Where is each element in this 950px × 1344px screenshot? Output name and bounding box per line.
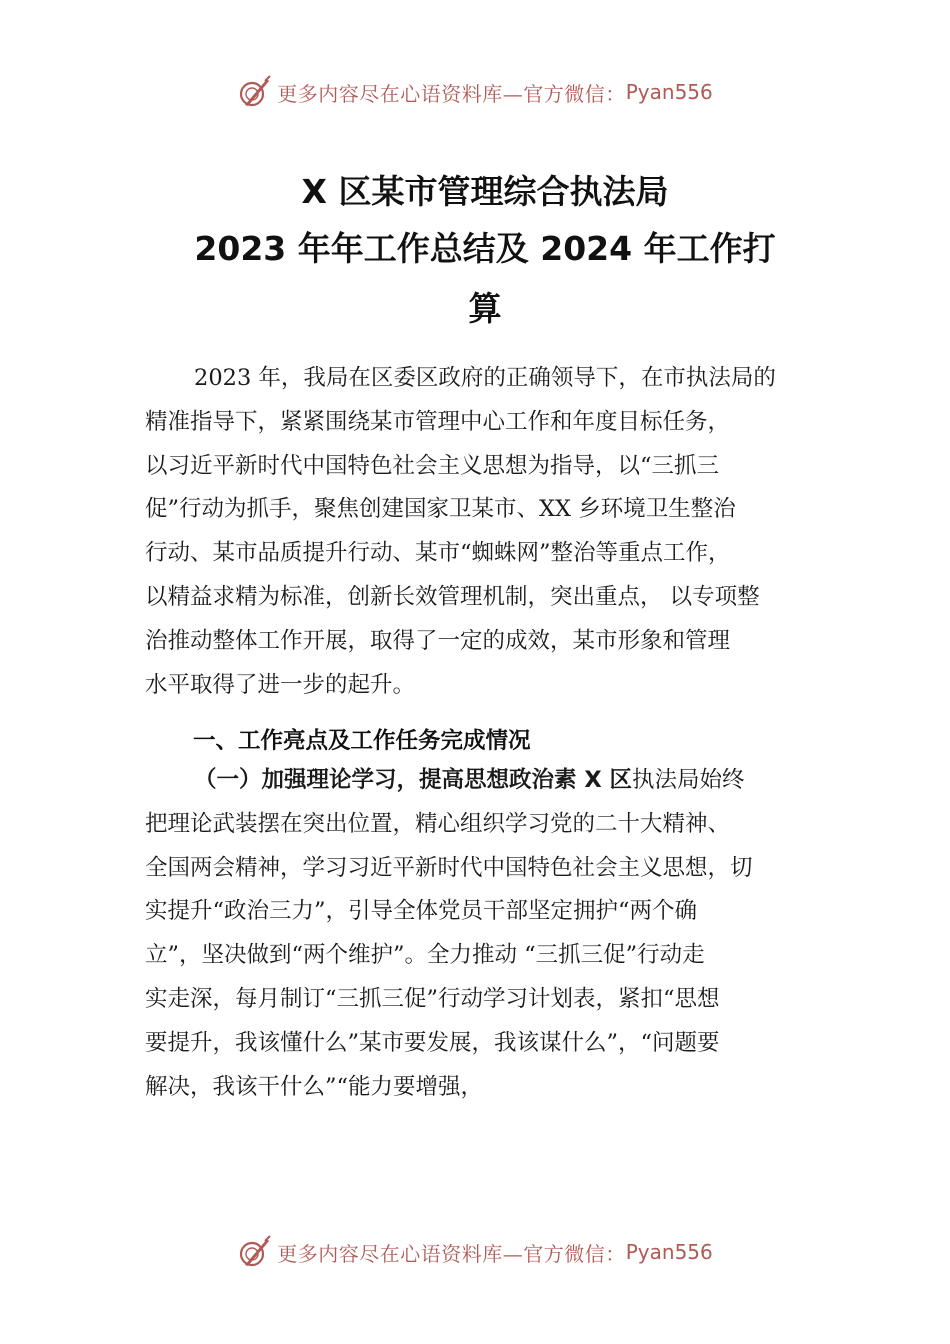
paragraph-text: 执法局始终 [632, 767, 745, 793]
paragraph-line: 水平取得了进一步的起升。 [145, 671, 416, 698]
document-title-line-3: 算 [468, 289, 502, 328]
pen-logo-icon [237, 1235, 271, 1269]
paragraph-line: 实提升“政治三力”，引导全体党员干部坚定拥护“两个确 [145, 898, 698, 925]
paragraph-line: 解决，我该干什么”“能力要增强， [145, 1073, 484, 1100]
paragraph-line: 实走深，每月制订“三抓三促”行动学习计划表，紧扣“思想 [145, 985, 720, 1012]
pen-logo-icon [237, 75, 271, 109]
paragraph-line: 把理论武装摆在突出位置，精心组织学习党的二十大精神、 [145, 810, 731, 837]
document-title-line-1: X 区某市管理综合执法局 [301, 172, 669, 211]
watermark-text: 更多内容尽在心语资料库—官方微信： [277, 1241, 626, 1266]
paragraph-line: 2023 年，我局在区委区政府的正确领导下，在市执法局的 [194, 365, 776, 391]
paragraph-line: 行动、某市品质提升行动、某市“蜘蛛网”整治等重点工作， [145, 540, 731, 567]
subsection-heading: （一）加强理论学习，提高思想政治素 X 区 [194, 767, 633, 793]
watermark-wechat-id: Pyan556 [625, 80, 713, 104]
paragraph-line: 治推动整体工作开展，取得了一定的成效，某市形象和管理 [145, 627, 731, 654]
paragraph-line: 以精益求精为标准，创新长效管理机制，突出重点， 以专项整 [145, 583, 760, 610]
section-heading: 一、工作亮点及工作任务完成情况 [193, 728, 531, 754]
watermark-wechat-id: Pyan556 [625, 1240, 713, 1264]
document-title-line-2: 2023 年年工作总结及 2024 年工作打 [194, 229, 776, 268]
paragraph-line: 全国两会精神，学习习近平新时代中国特色社会主义思想，切 [145, 854, 753, 881]
watermark-banner-bottom [0, 1232, 950, 1272]
paragraph-line: 立”，坚决做到“两个维护”。全力推动 “三抓三促”行动走 [145, 942, 705, 969]
paragraph-line: 精准指导下，紧紧围绕某市管理中心工作和年度目标任务， [145, 408, 731, 435]
subsection-paragraph [145, 759, 825, 1109]
watermark-banner-top [0, 72, 950, 112]
paragraph-line: 以习近平新时代中国特色社会主义思想为指导，以“三抓三 [145, 452, 720, 479]
watermark-text: 更多内容尽在心语资料库—官方微信： [277, 81, 626, 106]
paragraph-first-line [145, 759, 825, 803]
intro-paragraph [145, 357, 825, 707]
paragraph-line: 要提升，我该懂什么”某市要发展，我该谋什么”，“问题要 [145, 1029, 720, 1056]
paragraph-line: 促”行动为抓手，聚焦创建国家卫某市、XX 乡环境卫生整治 [145, 496, 736, 523]
